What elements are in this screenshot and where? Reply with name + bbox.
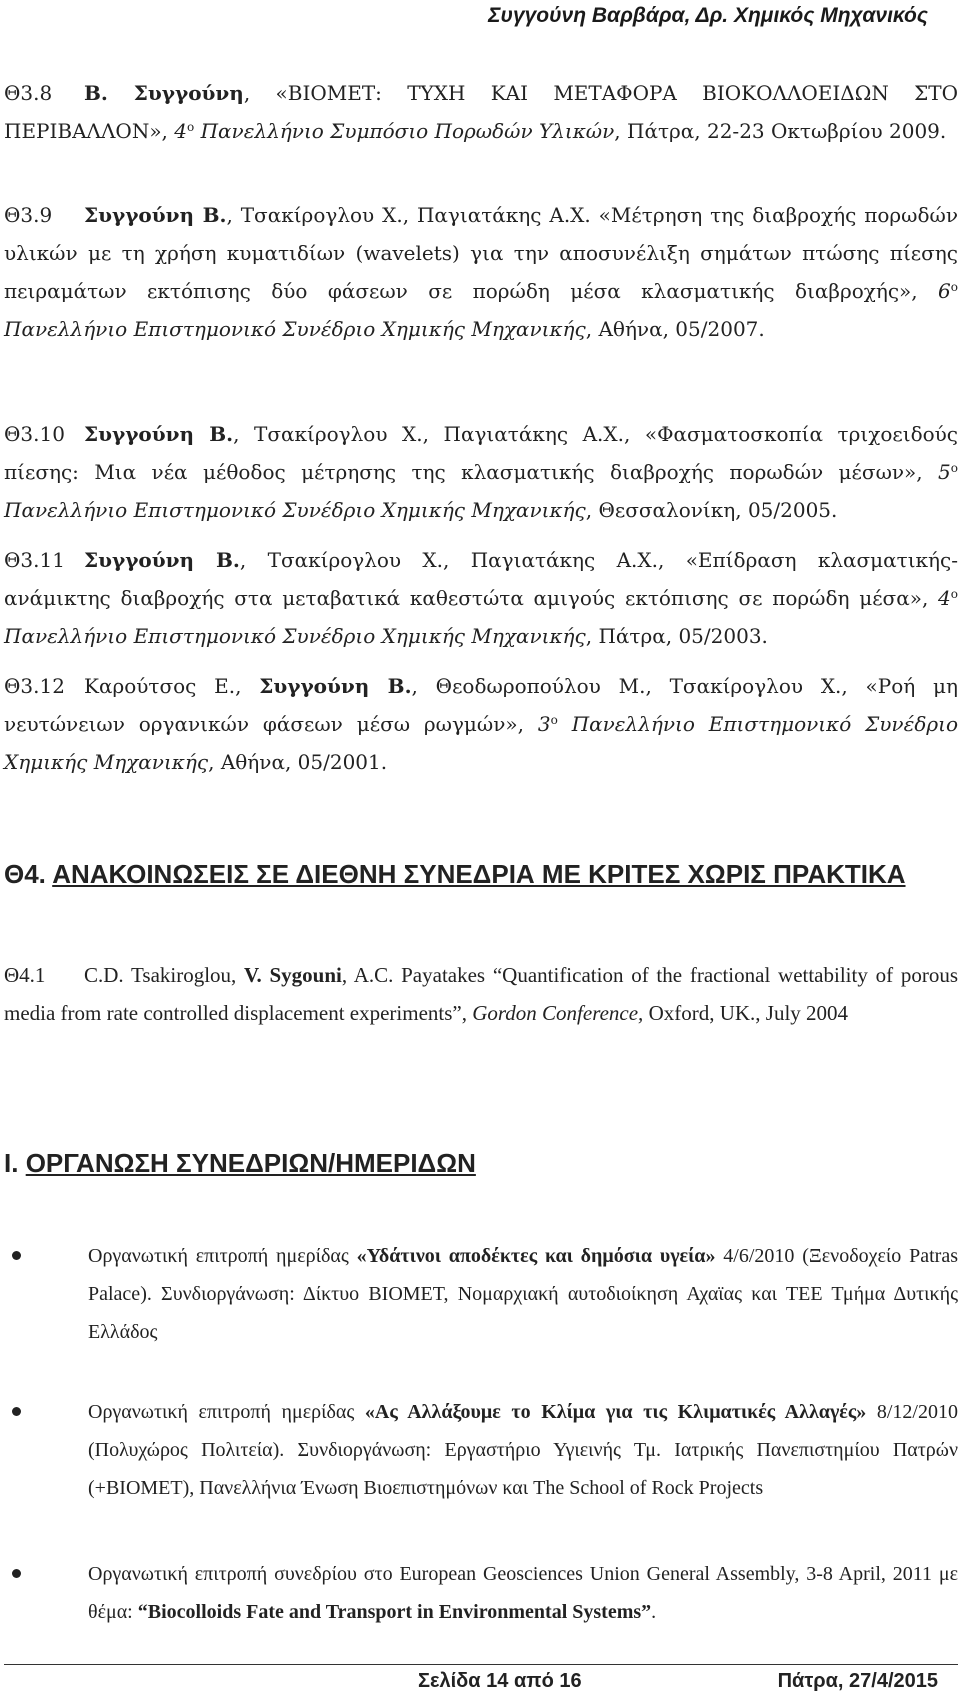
entry-author: Συγγούνη Β.: [259, 674, 412, 698]
entry-number: Θ4.1: [4, 963, 46, 987]
publication-entry: [4, 415, 958, 529]
footer-divider: [4, 1664, 958, 1665]
section-title: ΟΡΓΑΝΩΣΗ ΣΥΝΕΔΡΙΩΝ/ΗΜΕΡΙΔΩΝ: [25, 1148, 476, 1178]
bullet-icon: [12, 1407, 21, 1416]
entry-number: Θ3.10: [4, 422, 65, 446]
entry-ordinal-sup: ο: [550, 713, 558, 727]
list-item-text: 4/6/2010 (Ξενοδοχείο Patras Palace). Συνδιοργάνωση: Δίκτυο ΒΙΟΜΕΤ, Νομαρχιακή αυτοδιοίκηση Αχαϊας και ΤΕΕ Τμήμα Δυτικής Ελλάδος: [88, 1245, 958, 1343]
page-header: Συγγούνη Βαρβάρα, Δρ. Χημικός Μηχανικός: [488, 4, 928, 27]
page-number: Σελίδα 14 από 16: [418, 1670, 582, 1692]
entry-ordinal: 6: [938, 279, 951, 303]
list-item-text: .: [651, 1601, 657, 1623]
list-item-bold: «Υδάτινοι αποδέκτες και δημόσια υγεία»: [356, 1245, 716, 1267]
list-item-text: Οργανωτική επιτροπή ημερίδας: [88, 1401, 365, 1423]
entry-venue: Gordon Conference,: [472, 1001, 644, 1025]
entry-ordinal: 4: [938, 586, 951, 610]
entry-coauthor: Καρούτσος Ε.,: [84, 674, 260, 698]
publication-entry: [4, 196, 958, 348]
section-heading: [4, 852, 958, 896]
entry-ordinal: 3: [537, 712, 551, 736]
entry-venue: Πανελλήνιο Επιστημονικό Συνέδριο Χημικής Μηχανικής: [4, 712, 959, 774]
entry-author: Συγγούνη Β.: [84, 548, 240, 572]
list-item-text: Οργανωτική επιτροπή ημερίδας: [88, 1245, 357, 1267]
bullet-icon: [12, 1251, 21, 1260]
entry-tail: , Θεσσαλονίκη, 05/2005.: [585, 498, 838, 522]
list-item-bold: “Biocolloids Fate and Transport in Environmental Systems”: [137, 1601, 652, 1623]
entry-title: , Τσακίρογλου Χ., Παγιατάκης Α.Χ., «Φασματοσκοπία τριχοειδούς πίεσης: Μια νέα μέθοδος μέτρησης της κλασματικής διαβροχής πορωδών μέσων»,: [4, 422, 959, 484]
section-number: Ι.: [4, 1148, 19, 1178]
entry-ordinal-sup: ο: [187, 120, 195, 134]
entry-number: Θ3.9: [4, 203, 53, 227]
entry-ordinal: 4: [174, 119, 188, 143]
entry-title: , Τσακίρογλου Χ., Παγιατάκης Α.Χ. «Μέτρηση της διαβροχής πορωδών υλικών με τη χρήση κυματιδίων (wavelets) για την αποσυνέλιξη σημάτων πτώσης πίεσης πειραμάτων εκτόπισης δύο φάσεων σε πορώδη μέσα κλασματικής διαβροχής»,: [4, 203, 958, 303]
entry-venue: Πανελλήνιο Συμπόσιο Πορωδών Υλικών: [194, 119, 615, 143]
entry-tail: , Πάτρα, 22-23 Οκτωβρίου 2009.: [614, 119, 947, 143]
entry-tail: Oxford, UK., July 2004: [643, 1001, 849, 1025]
entry-coauthor: C.D. Tsakiroglou,: [84, 963, 245, 987]
entry-author: Συγγούνη Β.: [84, 203, 227, 227]
entry-author: Συγγούνη Β.: [84, 422, 234, 446]
entry-title: , Θεοδωροπούλου Μ., Τσακίρογλου Χ., «Ροή μη νευτώνειων οργανικών φάσεων μέσω ρωγμών»,: [4, 674, 959, 736]
list-item-text: Οργανωτική επιτροπή συνεδρίου στο European Geosciences Union General Assembly, 3-8 April, 2011 με θέμα:: [88, 1563, 958, 1623]
entry-venue: Πανελλήνιο Επιστημονικό Συνέδριο Χημικής Μηχανικής: [4, 317, 586, 341]
list-item: [4, 1555, 958, 1631]
entry-tail: , Πάτρα, 05/2003.: [585, 624, 768, 648]
section-number: Θ4.: [4, 859, 46, 889]
footer-place-date: Πάτρα, 27/4/2015: [777, 1670, 938, 1692]
entry-ordinal-sup: ο: [950, 461, 958, 475]
entry-number: Θ3.11: [4, 548, 65, 572]
publication-entry: [4, 667, 958, 781]
entry-title: , «ΒΙΟΜΕΤ: ΤΥΧΗ ΚΑΙ ΜΕΤΑΦΟΡΑ ΒΙΟΚΟΛΛΟΕΙΔΩΝ ΣΤΟ ΠΕΡΙΒΑΛΛΟΝ»,: [4, 81, 959, 143]
entry-tail: , Αθήνα, 05/2001.: [208, 750, 388, 774]
entry-tail: , Αθήνα, 05/2007.: [585, 317, 765, 341]
entry-ordinal-sup: ο: [950, 280, 958, 294]
entry-author: Β. Συγγούνη: [84, 81, 244, 105]
list-item-text: 8/12/2010 (Πολυχώρος Πολιτεία). Συνδιοργάνωση: Εργαστήριο Υγιεινής Τμ. Ιατρικής Πανεπιστημίου Πατρών (+ΒΙΟΜΕΤ), Πανελλήνια Ένωση Βιοεπιστημόνων και The School of Rock Projects: [88, 1401, 958, 1499]
entry-title: , A.C. Payatakes “Quantification of the fractional wettability of porous media from rate controlled displacement experiments”,: [4, 963, 958, 1025]
list-item: [4, 1237, 958, 1351]
section-title: ΑΝΑΚΟΙΝΩΣΕΙΣ ΣΕ ΔΙΕΘΝΗ ΣΥΝΕΔΡΙΑ ΜΕ ΚΡΙΤΕΣ ΧΩΡΙΣ ΠΡΑΚΤΙΚΑ: [52, 859, 906, 889]
list-item-bold: «Ας Αλλάξουμε το Κλίμα για τις Κλιματικές Αλλαγές»: [364, 1401, 867, 1423]
entry-ordinal-sup: ο: [950, 587, 958, 601]
entry-venue: Πανελλήνιο Επιστημονικό Συνέδριο Χημικής Μηχανικής: [4, 498, 586, 522]
entry-title: , Τσακίρογλου Χ., Παγιατάκης Α.Χ., «Επίδραση κλασματικής-ανάμικτης διαβροχής στα μεταβατικά καθεστώτα αμιγούς εκτόπισης σε πορώδη μέσα»,: [4, 548, 959, 610]
entry-number: Θ3.12: [4, 674, 65, 698]
bullet-icon: [12, 1569, 21, 1578]
entry-ordinal: 5: [938, 460, 951, 484]
entry-author: V. Sygouni: [244, 963, 342, 987]
entry-number: Θ3.8: [4, 81, 53, 105]
list-item: [4, 1393, 958, 1507]
publication-entry: [4, 956, 958, 1032]
publication-entry: [4, 541, 958, 655]
publication-entry: [4, 74, 958, 150]
section-heading: [4, 1141, 958, 1185]
entry-venue: Πανελλήνιο Επιστημονικό Συνέδριο Χημικής Μηχανικής: [4, 624, 586, 648]
